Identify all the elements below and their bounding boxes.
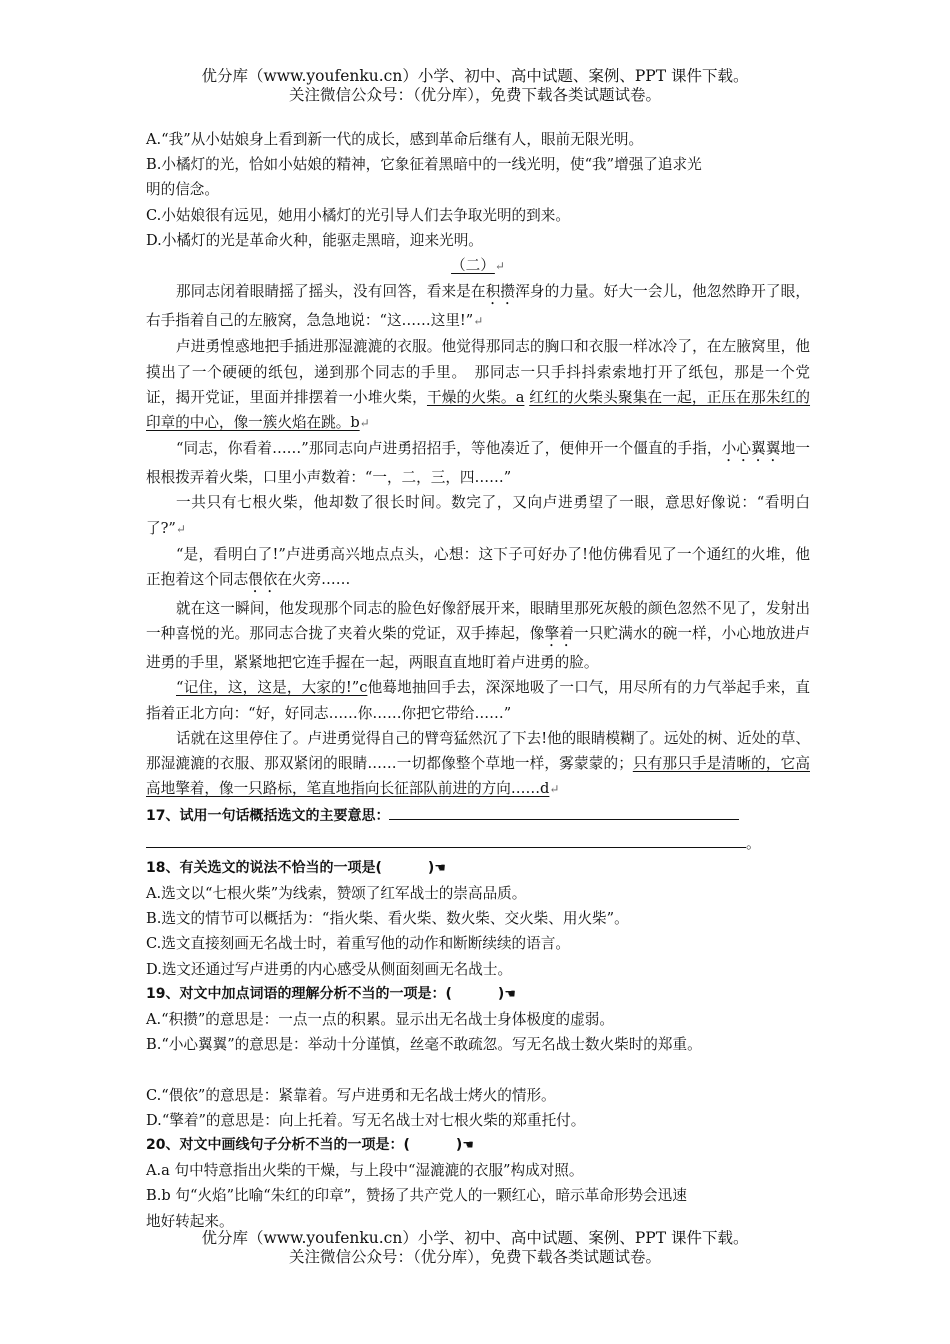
passage-paragraph-6: 就在这一瞬间，他发现那个同志的脸色好像舒展开来，眼睛里那死灰般的颜色忽然不见了，发射出一种喜悦的光。那同志合拢了夹着火柴的党证，双手捧起，像擎着一只贮满水的碗一样，小心地放进卢进勇的手里，紧紧地把它连手握在一起，两眼直直地盯着卢进勇的脸。	[146, 600, 810, 672]
underlined-sentence-a: 干燥的火柴。a	[426, 388, 525, 406]
dotted-word-qingzhe: 擎着	[544, 625, 575, 643]
footer-line-2: 关注微信公众号：（优分库），免费下载各类试题试卷。	[288, 1248, 661, 1266]
hand-pointer-icon: ☚	[504, 986, 516, 1002]
prev-option-a: A.“我”从小姑娘身上看到新一代的成长，感到革命后继有人，眼前无限光明。	[146, 131, 644, 148]
hand-pointer-icon: ☚	[462, 1137, 474, 1153]
dotted-word-jizan: 积攒	[485, 283, 516, 301]
header-line-2: 关注微信公众号：（优分库），免费下载各类试题试卷。	[288, 86, 661, 104]
underlined-sentence-b: 红红的火柴头聚集在一起，正压在那朱红的印章的中心，像一簇火焰在跳。b	[146, 388, 811, 432]
q19-option-a: A.“积攒”的意思是：一点一点的积累。显示出无名战士身体极度的虚弱。	[146, 1011, 614, 1029]
q20-option-b-line2: 地好转起来。	[146, 1212, 234, 1230]
answer-blank-17-line2[interactable]	[146, 830, 746, 848]
page-header	[0, 67, 950, 105]
dotted-word-xiaoxinyiyi: 小心翼翼	[721, 440, 781, 458]
paragraph-mark: ↵	[359, 416, 370, 431]
prev-option-c: C.小姑娘很有远见，她用小橘灯的光引导人们去争取光明的到来。	[146, 206, 570, 224]
passage-paragraph-7: “记住，这，这是，大家的!”c他蓦地抽回手去，深深地吸了一口气，用尽所有的力气举起手来，直指着正北方向：“好，好同志……你……你把它带给……”	[146, 679, 810, 722]
q20-option-a: A.a 句中特意指出火柴的干燥，与上段中“湿漉漉的衣服”构成对照。	[146, 1162, 584, 1180]
passage-paragraph-2: 卢进勇惶惑地把手插进那湿漉漉的衣服。他觉得那同志的胸口和衣服一样冰冷了，在左腋窝里，他摸出了一个硬硬的纸包，递到那个同志的手里。 那同志一只手抖抖索索地打开了纸包，那是一个党证，揭开党证，里面并排摆着一小堆火柴，干燥的火柴。a 红红的火柴头聚集在一起，正压在那朱红的印章的中心，像一簇火焰在跳。b↵	[146, 338, 811, 432]
underlined-sentence-c: “记住，这，这是，大家的!”c	[176, 679, 368, 697]
prev-option-d: D.小橘灯的光是革命火种，能驱走黑暗，迎来光明。	[146, 231, 483, 249]
footer-line-1: 优分库（www.youfenku.cn）小学、初中、高中试题、案例、PPT 课件下载。	[201, 1229, 749, 1247]
passage-paragraph-1: 那同志闭着眼睛摇了摇头，没有回答，看来是在积攒浑身的力量。好大一会儿，他忽然睁开了眼，右手指着自己的左腋窝，急急地说：“这……这里!”↵	[146, 283, 810, 330]
spacer	[146, 1058, 810, 1083]
question-20: 20、对文中画线句子分析不当的一项是：( )☚	[146, 1136, 474, 1153]
underlined-sentence-d: 只有那只手是清晰的，它高高地擎着，像一只路标，笔直地指向长征部队前进的方向……d	[146, 755, 810, 798]
q19-option-c: C.“偎依”的意思是：紧靠着。写卢进勇和无名战士烤火的情形。	[146, 1086, 556, 1104]
q18-option-d: D.选文还通过写卢进勇的内心感受从侧面刻画无名战士。	[146, 960, 513, 978]
section-heading	[146, 253, 810, 279]
answer-blank-17-line1[interactable]	[389, 802, 739, 820]
q19-option-b: B.“小心翼翼”的意思是：举动十分谨慎，丝毫不敢疏忽。写无名战士数火柴时的郑重。	[146, 1036, 702, 1054]
paragraph-mark: ↵	[494, 259, 505, 274]
dotted-word-weiyi: 偎依	[248, 571, 278, 589]
paragraph-mark: ↵	[175, 521, 186, 536]
passage-paragraph-3: “同志，你看着……”那同志向卢进勇招招手，等他凑近了，便伸开一个僵直的手指，小心翼翼地一根根拨弄着火柴，口里小声数着：“一，二，三，四……”	[146, 440, 810, 487]
passage-paragraph-8: 话就在这里停住了。卢进勇觉得自己的臂弯猛然沉了下去!他的眼睛模糊了。远处的树、近处的草、那湿漉漉的衣服、那双紧闭的眼睛……一切都像整个草地一样，雾蒙蒙的；只有那只手是清晰的，它高高地擎着，像一只路标，笔直地指向长征部队前进的方向……d↵	[146, 729, 810, 798]
q18-option-b: B.选文的情节可以概括为：“指火柴、看火柴、数火柴、交火柴、用火柴”。	[146, 910, 629, 928]
prev-option-b-line2: 明的信念。	[146, 181, 219, 199]
question-18: 18、有关选文的说法不恰当的一项是( )☚	[146, 859, 446, 876]
q18-option-a: A.选文以“七根火柴”为线索，赞颂了红军战士的崇高品质。	[146, 885, 527, 903]
section-title: （二）	[451, 257, 495, 275]
paragraph-mark: ↵	[473, 314, 484, 329]
document-body	[146, 127, 810, 1234]
header-line-1: 优分库（www.youfenku.cn）小学、初中、高中试题、案例、PPT 课件下载。	[201, 67, 749, 85]
page-footer	[0, 1229, 950, 1267]
hand-pointer-icon: ☚	[434, 860, 446, 876]
q20-option-b-line1: B.b 句“火焰”比喻“朱红的印章”，赞扬了共产党人的一颗红心，暗示革命形势会迅速	[146, 1187, 687, 1205]
passage-paragraph-4: 一共只有七根火柴，他却数了很长时间。数完了，又向卢进勇望了一眼，意思好像说：“看明白了?”↵	[146, 494, 810, 537]
paragraph-mark: ↵	[549, 782, 560, 797]
q19-option-d: D.“擎着”的意思是：向上托着。写无名战士对七根火柴的郑重托付。	[146, 1111, 586, 1129]
passage-paragraph-5: “是，看明白了!”卢进勇高兴地点点头，心想：这下子可好办了!他仿佛看见了一个通红的火堆，他正抱着这个同志偎依在火旁……	[146, 545, 810, 589]
question-17: 17、试用一句话概括选文的主要意思：	[146, 802, 810, 829]
question-17-continuation: 。	[146, 830, 810, 856]
question-19: 19、对文中加点词语的理解分析不当的一项是：( )☚	[146, 985, 516, 1002]
prev-option-b-line1: B.小橘灯的光，恰如小姑娘的精神，它象征着黑暗中的一线光明，使“我”增强了追求光	[146, 156, 702, 174]
q18-option-c: C.选文直接刻画无名战士时，着重写他的动作和断断续续的语言。	[146, 935, 570, 953]
